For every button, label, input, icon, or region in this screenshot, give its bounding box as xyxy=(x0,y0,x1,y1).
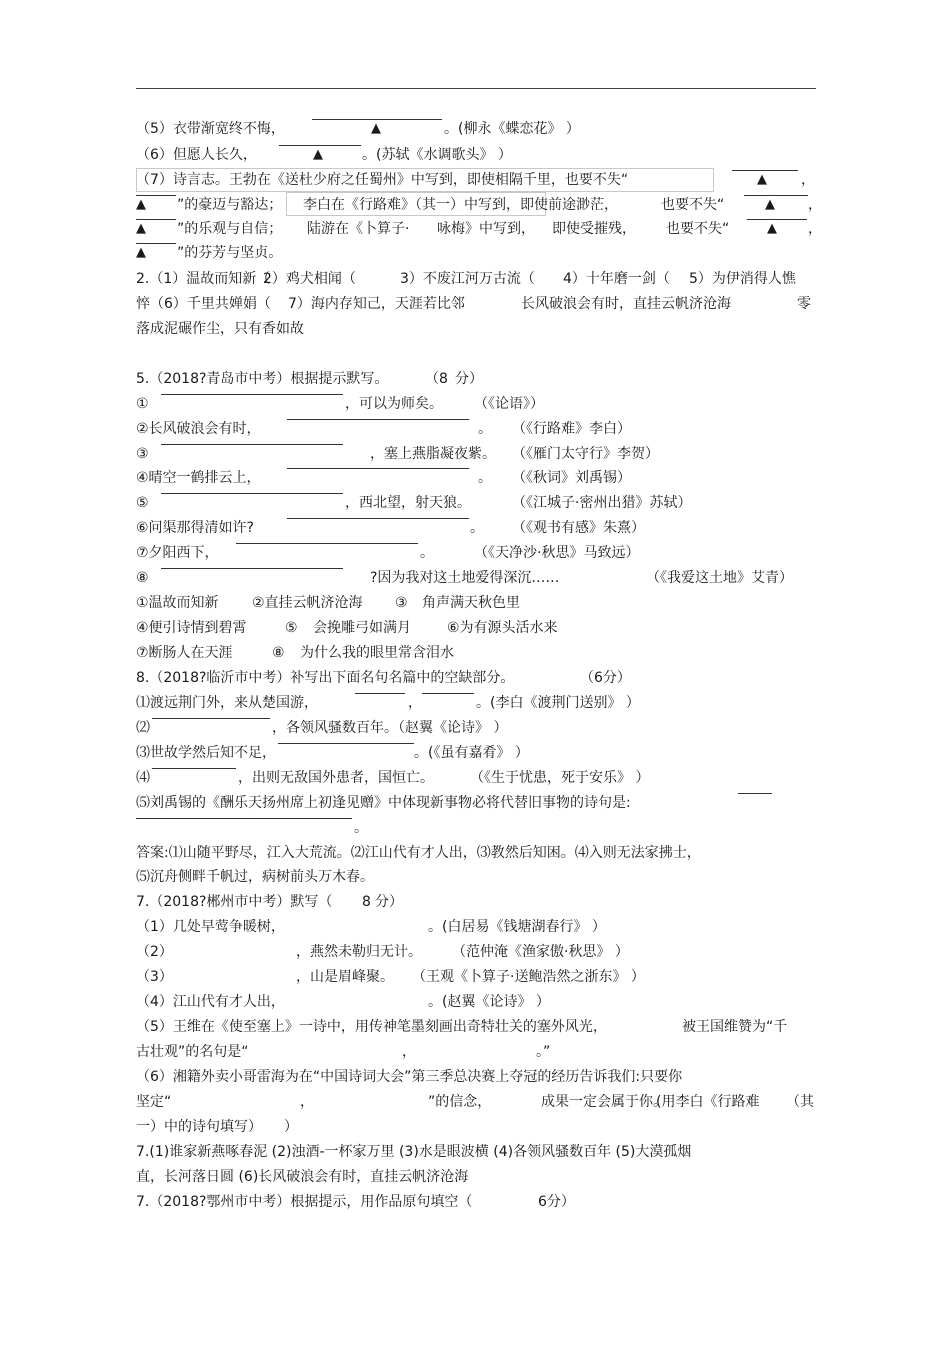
triangle-marker-icon: ▲ xyxy=(371,121,381,136)
answer-line: 答案:⑴山随平野尽，江入大荒流。⑵江山代有才人出，⑶教然后知困。⑷入则无法家拂士， xyxy=(136,845,701,861)
list-item: ⑷ ，出则无敌国外患者，国恒亡。 （《生于忧患，死于安乐》 ） xyxy=(136,770,650,786)
question-5-line: （5）衣带渐宽终不悔， ▲ 。(柳永《蝶恋花》 ） xyxy=(136,121,580,137)
answer-line: ⑸沉舟侧畔千帆过，病树前头万木春。 xyxy=(136,869,374,885)
question-7-line-4: ▲ ”的芬芳与坚贞。 xyxy=(136,245,283,261)
answer-blank xyxy=(152,718,270,719)
answer-line: 2.（1）温故而知新（ 2）鸡犬相闻（ 3）不废江河万古流（ 4）十年磨一剑（ 5）为伊消得人憔 xyxy=(136,271,796,287)
list-item: （2） ，燕然未勒归无计。 （范仲淹《渔家傲·秋思》 ） xyxy=(136,944,629,960)
list-item: 古壮观”的名句是“ ， 。” xyxy=(136,1044,551,1060)
answer-blank xyxy=(287,468,469,469)
answer-blank xyxy=(355,693,405,694)
list-item: ⑦夕阳西下， 。 （《天净沙·秋思》马致远） xyxy=(136,545,640,561)
triangle-marker-icon: ▲ xyxy=(136,221,146,236)
answer-blank xyxy=(738,793,772,794)
list-item: 一）中的诗句填写） ） xyxy=(136,1119,298,1135)
question-7-line-2: ▲ ”的豪迈与豁达； 李白在《行路难》（其一）中写到，即使前途渺茫， 也要不失“ ▲ ， xyxy=(136,197,822,213)
answer-blank xyxy=(744,195,808,196)
list-item: 。 xyxy=(0,818,9,838)
list-item: （3） ，山是眉峰聚。 （王观《卜算子·送鲍浩然之浙东》 ） xyxy=(136,969,645,985)
answer-line: 7.(1)谁家新燕啄春泥 (2)浊酒-一杯家万里 (3)水是眼波横 (4)各领风骚数百年 (5)大漠孤烟 xyxy=(136,1144,692,1160)
list-item: ②长风破浪会有时， 。 （《行路难》李白） xyxy=(136,421,631,437)
answer-blank xyxy=(161,493,343,494)
triangle-marker-icon: ▲ xyxy=(313,147,323,162)
list-item: ⑶世故学然后知不足， 。(《虽有嘉肴》 ） xyxy=(136,745,529,761)
list-item: ⑤ ，西北望，射天狼。 （《江城子·密州出猎》苏轼） xyxy=(136,495,692,511)
question-6-line: （6）但愿人长久， ▲ 。(苏轼《水调歌头》 ） xyxy=(136,147,512,163)
section-heading: 5.（2018?青岛市中考）根据提示默写。 （8 分） xyxy=(136,371,483,387)
header-rule xyxy=(136,88,816,89)
answer-blank xyxy=(422,693,474,694)
answer-blank xyxy=(287,419,469,420)
answer-blank xyxy=(161,444,343,445)
list-item: ⑴渡远荆门外，来从楚国游， ， 。(李白《渡荆门送别》 ） xyxy=(136,695,640,711)
answer-line: 悴（6）千里共婵娟（ 7）海内存知己，天涯若比邻 长风破浪会有时，直挂云帆济沧海 零 xyxy=(136,296,811,312)
section-heading: 7.（2018?鄂州市中考）根据提示，用作品原句填空（ 6分） xyxy=(136,1194,575,1210)
question-7-line-1: （7）诗言志。王勃在《送杜少府之任蜀州》中写到，即使相隔千里，也要不失“ ▲ ， xyxy=(136,172,815,188)
answer-blank xyxy=(161,394,343,395)
triangle-marker-icon: ▲ xyxy=(136,197,146,212)
triangle-marker-icon: ▲ xyxy=(136,245,146,260)
list-item: 坚定“ ， ”的信念， 成果一定会属于你。 (用李白《行路难 （其 xyxy=(136,1094,814,1110)
answer-blank xyxy=(152,768,236,769)
section-heading: 8.（2018?临沂市中考）补写出下面名句名篇中的空缺部分。 （6分） xyxy=(136,670,631,686)
answer-line: 直，长河落日圆 (6)长风破浪会有时，直挂云帆济沧海 xyxy=(136,1169,469,1185)
list-item: （5）王维在《使至塞上》一诗中，用传神笔墨刻画出奇特壮关的塞外风光， 被王国维赞为“千 xyxy=(136,1019,788,1035)
list-item: （4）江山代有才人出， 。(赵翼《论诗》 ） xyxy=(136,994,550,1010)
triangle-marker-icon: ▲ xyxy=(767,221,777,236)
answer-line: ④便引诗情到碧霄 ⑤ 会挽雕弓如满月 ⑥为有源头活水来 xyxy=(136,620,558,636)
answer-blank xyxy=(287,518,469,519)
answer-blank xyxy=(136,818,352,819)
answer-line: ①温故而知新 ②直挂云帆济沧海 ③ 角声满天秋色里 xyxy=(136,595,520,611)
list-item: ③ ，塞上燕脂凝夜紫。 （《雁门太守行》李贺） xyxy=(136,446,659,462)
list-item: ⑸刘禹锡的《酬乐天扬州席上初逢见赠》中体现新事物必将代替旧事物的诗句是: xyxy=(0,793,9,813)
list-item: ⑥问渠那得清如许? 。 （《观书有感》朱熹） xyxy=(136,520,645,536)
answer-line: ⑦断肠人在天涯 ⑧ 为什么我的眼里常含泪水 xyxy=(136,645,454,661)
answer-blank xyxy=(278,743,414,744)
triangle-marker-icon: ▲ xyxy=(757,172,767,187)
list-item: ⑧ ?因为我对这土地爱得深沉…… （《我爱这土地》艾青） xyxy=(136,570,793,586)
list-item: （1）几处早莺争暖树， 。(白居易《钱塘湖春行》 ） xyxy=(136,919,606,935)
section-heading: 7.（2018?郴州市中考）默写（ 8 分） xyxy=(136,894,403,910)
list-item: ⑵ ，各领风骚数百年。（赵翼《论诗》 ） xyxy=(136,720,508,736)
list-item: ① ，可以为师矣。 （《论语》） xyxy=(136,396,544,412)
triangle-marker-icon: ▲ xyxy=(765,197,775,212)
answer-line: 落成泥碾作尘，只有香如故 xyxy=(136,321,304,337)
question-7-line-3: ▲ ”的乐观与自信； 陆游在《卜算子· 咏梅》中写到， 即使受摧残， 也要不失“ ▲ ， xyxy=(136,221,822,237)
list-item: ④晴空一鹤排云上， 。 （《秋词》刘禹锡） xyxy=(136,470,631,486)
answer-blank xyxy=(236,543,418,544)
list-item: （6）湘籍外卖小哥雷海为在“中国诗词大会”第三季总决赛上夺冠的经历告诉我们:只要你 xyxy=(136,1069,683,1085)
answer-blank xyxy=(161,568,343,569)
answer-blank xyxy=(747,219,807,220)
